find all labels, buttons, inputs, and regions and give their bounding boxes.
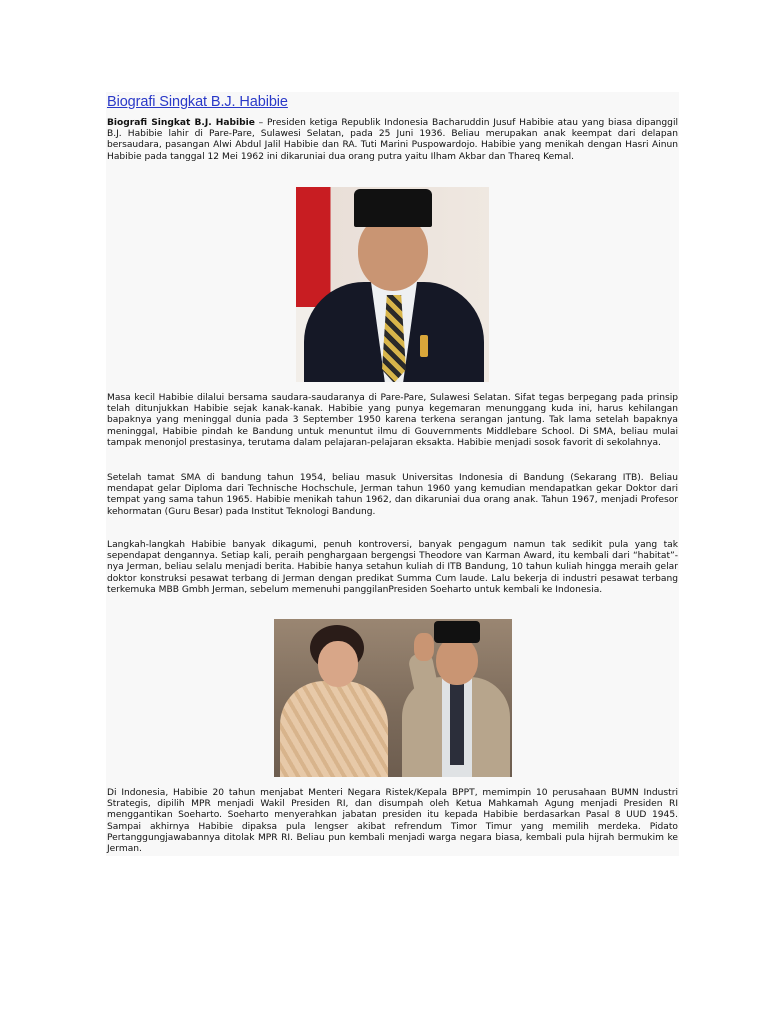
- intro-paragraph: [107, 118, 678, 163]
- career-paragraph: Langkah-langkah Habibie banyak dikagumi, penuh kontroversi, banyak pengagum namun tak sedikit pula yang tak sependapat dengannya. Setiap kali, peraih penghargaan bergengsi Theodore van Karman Award, itu kembali dari “habitat”-nya Jerman, beliau selalu menjadi berita. Habibie hanya setahun kuliah di ITB Bandung, 10 tahun kuliah hingga meraih gelar doktor konstruksi pesawat terbang di Jerman dengan predikat Summa Cum laude. Lalu bekerja di industri pesawat terbang terkemuka MBB Gmbh Jerman, sebelum memenuhi panggilanPresiden Soeharto untuk kembali ke Indonesia.: [107, 540, 678, 595]
- intro-bold-lead: Biografi Singkat B.J. Habibie: [107, 118, 255, 128]
- presidency-paragraph: Di Indonesia, Habibie 20 tahun menjabat Menteri Negara Ristek/Kepala BPPT, memimpin 10 perusahaan BUMN Industri Strategis, dipilih MPR menjadi Wakil Presiden RI, dan disumpah oleh Ketua Mahkamah Agung menjadi Presiden RI menggantikan Soeharto. Soeharto menyerahkan jabatan presiden itu kepada Habibie berdasarkan Pasal 8 UUD 1945. Sampai akhirnya Habibie dipaksa pula lengser akibat refrendum Timor Timur yang memilih merdeka. Pidato Pertanggungjawabannya ditolak MPR RI. Beliau pun kembali menjadi warga negara biasa, kembali pula hijrah bermukim ke Jerman.: [107, 788, 678, 855]
- childhood-paragraph: Masa kecil Habibie dilalui bersama saudara-saudaranya di Pare-Pare, Sulawesi Selatan. Sifat tegas berpegang pada prinsip telah ditunjukkan Habibie sejak kanak-kanak. Habibie yang punya kegemaran menunggang kuda ini, harus kehilangan bapaknya yang meninggal dunia pada 3 September 1950 karena terkena serangan jantung. Tak lama setelah bapaknya meninggal, Habibie pindah ke Bandung untuk menuntut ilmu di Gouvernments Middlebare School. Di SMA, beliau mulai tampak menonjol prestasinya, terutama dalam pelajaran-pelajaran eksakta. Habibie menjadi sosok favorit di sekolahnya.: [107, 393, 678, 448]
- habibie-portrait-photo: [296, 187, 489, 382]
- education-paragraph: Setelah tamat SMA di bandung tahun 1954, beliau masuk Universitas Indonesia di Bandung (Sekarang ITB). Beliau mendapat gelar Diploma dari Technische Hochschule, Jerman tahun 1960 yang kemudian mendapatkan gekar Doktor dari tempat yang sama tahun 1965. Habibie menikah tahun 1962, dan dikaruniai dua orang anak. Tahun 1967, menjadi Profesor kehormatan (Guru Besar) pada Institut Teknologi Bandung.: [107, 473, 678, 517]
- article-title-link[interactable]: Biografi Singkat B.J. Habibie: [107, 94, 288, 110]
- habibie-couple-photo: [274, 619, 512, 777]
- article-content: [106, 92, 679, 856]
- intro-text: – Presiden ketiga Republik Indonesia Bacharuddin Jusuf Habibie atau yang biasa dipanggil B.J. Habibie lahir di Pare-Pare, Sulawesi Selatan, pada 25 Juni 1936. Beliau merupakan anak keempat dari delapan bersaudara, pasangan Alwi Abdul Jalil Habibie dan RA. Tuti Marini Puspowardojo. Habibie yang menikah dengan Hasri Ainun Habibie pada tanggal 12 Mei 1962 ini dikaruniai dua orang putra yaitu Ilham Akbar dan Thareq Kemal.: [107, 118, 678, 162]
